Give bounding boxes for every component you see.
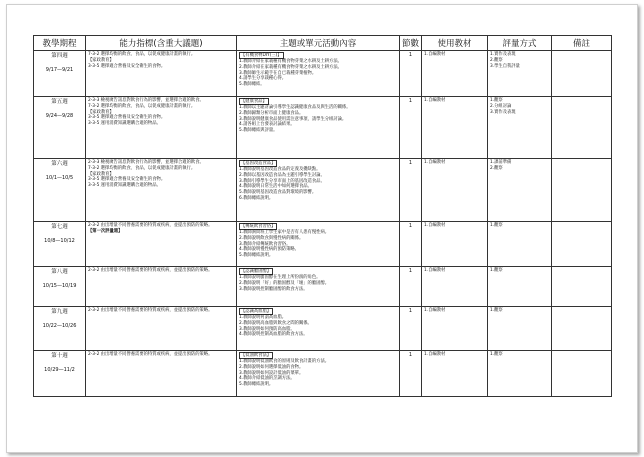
- assessment-line: 1.觀察: [490, 98, 503, 103]
- week-dates: 10/29—11/2: [44, 367, 75, 373]
- assessment-cell: [488, 351, 552, 397]
- assessment-cell: [488, 159, 552, 222]
- remarks-cell: [552, 222, 612, 267]
- content-title: 【認識膽固醇】: [241, 269, 272, 274]
- content-line: 1.教師以主題討論引導學生認識健康食品及與生活的關係。: [239, 105, 351, 110]
- week-label: 第六週: [51, 161, 68, 167]
- week-label: 第五週: [51, 99, 68, 105]
- ability-cell: [86, 97, 237, 159]
- remarks-cell: [552, 351, 612, 397]
- content-line: 2.教師介紹在家栽種有機食物芽菜之水耕及土耕方法。: [239, 64, 342, 70]
- content-line: 2.教師歸類分析市面上健康食品。: [239, 110, 304, 116]
- content-line: 5.教師總結說明。: [239, 382, 274, 388]
- ability-line: 2-3-3 檢視廣告訊息對飲食行為的影響，並選擇合適的飲食。: [88, 160, 204, 165]
- content-line: 5.教師說明基因改造食品對環境的影響。: [239, 190, 317, 196]
- remarks-cell: [552, 51, 612, 97]
- assessment-line: 1.觀察: [490, 223, 503, 228]
- material-cell: 1.自編教材: [422, 159, 488, 222]
- remarks-cell: [552, 267, 612, 307]
- table-row: [34, 307, 612, 351]
- assessment-line: 1.觀察: [490, 308, 503, 313]
- assessment-line: 1.觀察: [490, 268, 503, 273]
- exam-week-note: 【第一次評量週】: [88, 228, 123, 234]
- content-title: 【有機食物DIY(三)】: [241, 53, 282, 58]
- week-cell: [34, 222, 86, 267]
- content-line: 1.教師說明低油飲食的原則及飲食計畫的方法。: [239, 359, 330, 364]
- week-dates: 10/22—10/26: [42, 323, 77, 329]
- content-line: 1.教師說明基因改造食品的定義及優缺點。: [239, 167, 321, 172]
- remarks-cell: [552, 159, 612, 222]
- remarks-cell: [552, 97, 612, 159]
- content-line: 4.教師介紹低油的烹調方法。: [239, 376, 295, 382]
- assessment-line: 2.觀察: [490, 165, 503, 171]
- week-cell: [34, 351, 86, 397]
- hours-cell: 1: [400, 97, 422, 159]
- content-line: 3.教師師生示範手在自已栽種芽菜植物。: [239, 70, 317, 76]
- ability-line: 2-3-2 由出增量不同營養需要的特質或疾病，並提出預防的策略。: [88, 352, 213, 357]
- assessment-line: 1.觀察: [490, 352, 503, 357]
- week-label: 第四週: [51, 53, 68, 59]
- week-label: 第九週: [51, 309, 68, 315]
- content-line: 2.教師說明飲食與慢性病的關係。: [239, 235, 304, 241]
- week-label: 第十週: [51, 353, 68, 359]
- material-cell: 1.自編教材: [422, 97, 488, 159]
- material-cell: 1.自編教材: [422, 307, 488, 351]
- hours-cell: 1: [400, 351, 422, 397]
- ability-line: 7-3-2 選擇均衡的飲食、食品，以促成健康計畫的執行。: [88, 52, 196, 57]
- ability-line: 【家政教育】: [88, 109, 114, 115]
- content-title: 【基因改造食品】: [241, 161, 276, 166]
- ability-line: 3-3-5 選擇適合營養及安全衛生的食物。: [88, 63, 166, 69]
- content-title: 【傳統飲食習俗】: [241, 224, 276, 229]
- week-cell: [34, 159, 86, 222]
- content-line: 1.教師詢問班上學生家中是否有人患有慢性病。: [239, 230, 330, 235]
- content-line: 1.教師說明膽固醇在生理上所扮演的角色。: [239, 275, 321, 280]
- week-cell: [34, 267, 86, 307]
- assessment-line: 2.觀察: [490, 57, 503, 63]
- assessment-line: 1.課前準備: [490, 160, 512, 165]
- content-cell: [237, 307, 400, 351]
- week-cell: [34, 97, 86, 159]
- table-row: [34, 97, 612, 159]
- assessment-line: 3.學生自我評量: [490, 63, 520, 69]
- content-cell: [237, 51, 400, 97]
- material-cell: 1.自編教材: [422, 267, 488, 307]
- assessment-cell: [488, 97, 552, 159]
- ability-cell: [86, 222, 237, 267]
- content-cell: [237, 351, 400, 397]
- content-line: 3.教師說明如何預防高血脂。: [239, 326, 295, 332]
- content-title: 【健康食品】: [241, 99, 267, 104]
- col-header-material: 使用教材: [422, 36, 488, 51]
- content-title: 【低油飲食法】: [241, 353, 272, 358]
- assessment-cell: [488, 307, 552, 351]
- ability-line: 3-3-5 運用消費知識選購合適的物品。: [88, 121, 161, 127]
- content-line: 4.請各組上台發表討論結果。: [239, 122, 295, 128]
- week-dates: 10/1—10/5: [45, 175, 74, 181]
- hours-cell: 1: [400, 51, 422, 97]
- ability-line: 2-3-2 由出增量不同營養需要的特質或疾病，並提出預防的策略。: [88, 223, 213, 228]
- ability-line: 2-3-2 由出增量不同營養需要的特質或疾病，並提出預防的策略。: [88, 268, 213, 273]
- week-dates: 10/15—10/19: [42, 283, 77, 289]
- content-cell: [237, 97, 400, 159]
- table-row: [34, 222, 612, 267]
- content-line: 5.教師總結。: [239, 82, 265, 88]
- ability-line: 3-3-5 選擇適合營養及安全衛生的食物。: [88, 177, 166, 183]
- week-cell: [34, 307, 86, 351]
- ability-line: 【家政教育】: [88, 171, 114, 177]
- content-line: 2.教師以基因改造食品為主題引導學生討論。: [239, 172, 325, 178]
- content-line: 1.教師介紹在家栽種有機食物芽菜之水耕及土耕方法。: [239, 59, 342, 64]
- col-header-hours: 節數: [400, 36, 422, 51]
- ability-cell: [86, 159, 237, 222]
- table-row: [34, 351, 612, 397]
- ability-cell: [86, 351, 237, 397]
- week-dates: 9/24—9/28: [45, 113, 74, 119]
- content-line: 2.教師說明如何選擇低油的食物。: [239, 364, 304, 370]
- content-line: 3.教師引導學生分享市面上的基因改造食品。: [239, 178, 325, 184]
- week-cell: [34, 51, 86, 97]
- content-line: 1.教師說明何謂高血脂。: [239, 315, 287, 320]
- curriculum-table: [33, 35, 612, 397]
- col-header-content: 主題或單元活動內容: [237, 36, 400, 51]
- table-header-row: [34, 36, 612, 51]
- hours-cell: 1: [400, 307, 422, 351]
- content-line: 4.教師說明慢性病的預防策略。: [239, 247, 299, 253]
- assessment-line: 3.實作及表現: [490, 109, 516, 115]
- week-dates: 9/17—9/21: [45, 67, 74, 73]
- col-header-remarks: 備註: [552, 36, 612, 51]
- assessment-line: 1.實作及表現: [490, 52, 516, 57]
- hours-cell: 1: [400, 222, 422, 267]
- content-line: 4.教師說明控制高血脂的飲食方法。: [239, 332, 308, 338]
- material-cell: 1.自編教材: [422, 51, 488, 97]
- week-label: 第八週: [51, 269, 68, 275]
- assessment-cell: [488, 222, 552, 267]
- content-cell: [237, 267, 400, 307]
- material-cell: 1.自編教材: [422, 222, 488, 267]
- content-line: 3.教師說明控制膽固醇的飲食方法。: [239, 286, 308, 292]
- ability-line: 3-3-5 運用消費知識選購合適的物品。: [88, 183, 161, 189]
- content-line: 5.教師總結說明。: [239, 253, 274, 259]
- content-line: 2.教師說明「好」的膽固醇及「壞」的膽固醇。: [239, 280, 330, 286]
- remarks-cell: [552, 307, 612, 351]
- document-page: [6, 4, 638, 453]
- ability-line: 【家政教育】: [88, 57, 114, 63]
- content-title: 【認識高血脂】: [241, 309, 272, 314]
- assessment-cell: [488, 267, 552, 307]
- content-line: 3.教師說明如何設計低油的菜單。: [239, 370, 304, 376]
- content-line: 6.教師總結說明。: [239, 195, 274, 201]
- content-line: 5.教師總結與評量。: [239, 128, 278, 134]
- hours-cell: 1: [400, 267, 422, 307]
- table-row: [34, 159, 612, 222]
- content-line: 3.教師介紹傳統飲食習俗。: [239, 241, 291, 247]
- week-label: 第七週: [51, 224, 68, 230]
- table-row: [34, 267, 612, 307]
- table-row: [34, 51, 612, 97]
- ability-line: 7-3-2 選擇均衡的飲食、食品，以促成健康計畫的執行。: [88, 165, 196, 171]
- content-line: 4.教師說明日常生活中如何選擇食品。: [239, 184, 312, 190]
- assessment-line: 2.分組討論: [490, 103, 512, 109]
- content-line: 2.教師說明高血脂與飲食之間的關係。: [239, 320, 312, 326]
- ability-line: 2-3-2 由出增量不同營養需要的特質或疾病，並提出預防的策略。: [88, 308, 213, 313]
- material-cell: 1.自編教材: [422, 351, 488, 397]
- ability-cell: [86, 307, 237, 351]
- content-line: 4.請學生分享栽種心得。: [239, 76, 287, 82]
- ability-cell: [86, 267, 237, 307]
- content-cell: [237, 159, 400, 222]
- ability-line: 3-3-5 選擇適合營養及安全衛生的食物。: [88, 115, 166, 121]
- col-header-assessment: 評量方式: [488, 36, 552, 51]
- col-header-ability: 能力指標(含重大議題): [86, 36, 237, 51]
- week-dates: 10/8—10/12: [44, 238, 75, 244]
- content-line: 3.教師說明健康食品使用需注意事項，請學生分組討論。: [239, 116, 347, 122]
- ability-cell: [86, 51, 237, 97]
- col-header-schedule: 教學期程: [34, 36, 86, 51]
- ability-line: 2-3-3 檢視廣告訊息對飲食行為的影響，並選擇合適的飲食。: [88, 98, 204, 103]
- content-cell: [237, 222, 400, 267]
- assessment-cell: [488, 51, 552, 97]
- ability-line: 7-3-2 選擇均衡的飲食、食品，以促成健康計畫的執行。: [88, 103, 196, 109]
- hours-cell: 1: [400, 159, 422, 222]
